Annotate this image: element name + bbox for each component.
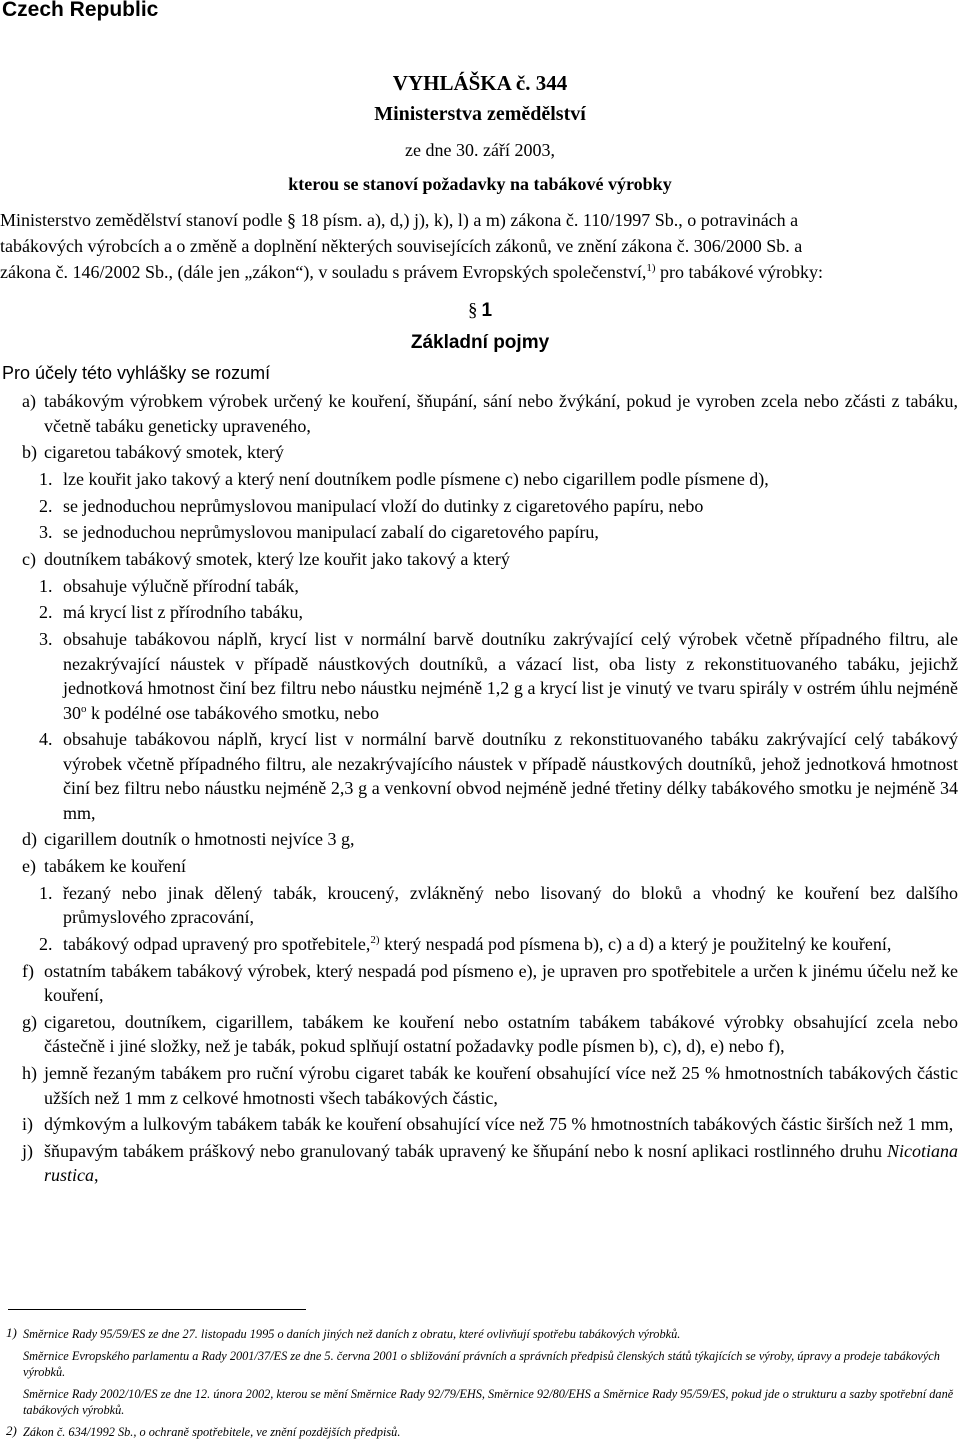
item-text: cigaretou tabákový smotek, který bbox=[44, 442, 284, 463]
footnote-2 bbox=[8, 1424, 956, 1440]
lead-text: Pro účely této vyhlášky se rozumí bbox=[2, 363, 271, 383]
definition-item bbox=[0, 389, 958, 438]
definition-item bbox=[0, 1061, 958, 1110]
item-label: e) bbox=[22, 856, 36, 877]
intro-text: pro tabákové výrobky: bbox=[655, 262, 823, 282]
definition-subitem bbox=[0, 881, 958, 930]
item-text: se jednoduchou neprůmyslovou manipulací vloží do dutinky z cigaretového papíru, nebo bbox=[63, 495, 704, 516]
footnote-ref: 2) bbox=[370, 933, 380, 946]
item-text: cigarillem doutník o hmotnosti nejvíce 3 g, bbox=[44, 829, 355, 850]
footnote-label: 1) bbox=[6, 1325, 17, 1340]
country-header: Czech Republic bbox=[2, 0, 159, 21]
footnote-text: Směrnice Evropského parlamentu a Rady 2001/37/ES ze dne 5. června 2001 o sbližování právních a správních předpisů členských států týkajících se výroby, úpravy a prodeje tabákových výrobků. bbox=[23, 1349, 940, 1379]
item-label: 3. bbox=[39, 629, 53, 649]
item-text: který nespadá pod písmena b), c) a d) a který je použitelný ke kouření, bbox=[379, 933, 892, 954]
decree-date: ze dne 30. září 2003, bbox=[405, 140, 555, 160]
footnote-text: Směrnice Rady 2002/10/ES ze dne 12. února 2002, kterou se mění Směrnice Rady 92/79/EHS, Směrnice 92/80/EHS a Směrnice Rady 95/59/ES, pokud jde o strukturu a sazby spotřební daně tabákových výrobků. bbox=[23, 1387, 954, 1417]
definition-subitem bbox=[0, 494, 958, 519]
intro-text: zákona č. 146/2002 Sb., (dále jen „zákon“), v souladu s právem Evropských společenství, bbox=[0, 262, 647, 282]
item-label: b) bbox=[22, 442, 37, 463]
degree-sign: o bbox=[81, 702, 87, 715]
item-label: c) bbox=[22, 548, 36, 569]
item-label: 1. bbox=[39, 468, 53, 489]
item-label: 1. bbox=[39, 575, 53, 596]
item-label: j) bbox=[22, 1140, 33, 1161]
issuing-ministry: Ministerstva zemědělství bbox=[374, 103, 586, 125]
footnote-1-directive bbox=[8, 1386, 956, 1418]
definition-subitem bbox=[0, 727, 958, 825]
definition-subitem bbox=[0, 932, 958, 957]
item-text: obsahuje tabákovou náplň, krycí list v normální barvě doutníku zakrývající celý výrobek včetně případného filtru, ale nezakrývající náustek v případě náustkových doutníků, a vázací list, oba listy z rekonstituovaného tabáku, jejichž jednotková hmotnost činí bez filtru nebo náustku nejméně 1,2 g a krycí list je vinutý ve tvaru spirály v ostrém úhlu nejméně 30 bbox=[63, 629, 958, 723]
intro-paragraph bbox=[0, 207, 952, 285]
footnote-ref: 1) bbox=[646, 262, 656, 274]
intro-line: tabákových výrobcích a o změně a doplnění některých souvisejících zákonů, ve znění zákona č. 306/2000 Sb. a bbox=[0, 236, 803, 256]
section-number-value: 1 bbox=[481, 300, 493, 321]
item-label: 4. bbox=[39, 729, 53, 750]
item-text: obsahuje tabákovou náplň, krycí list v normální barvě doutníku z rekonstituovaného tabáku zakrývající celý tabákový výrobek včetně případného filtru, ale nezakrývajícího náustek v případě náustkových doutníků, jehož jednotková hmotnost činí bez filtru nebo náustku nejméně 2,3 g a venkovní obvod nejméně jedné třetiny délky tabákového smotku je nejméně 34 mm, bbox=[63, 729, 958, 823]
definitions-list bbox=[0, 389, 958, 1190]
footnote-text: Zákon č. 634/1992 Sb., o ochraně spotřebitele, ve znění pozdějších předpisů. bbox=[23, 1425, 401, 1439]
footnote-1-directive bbox=[8, 1348, 956, 1380]
item-label: f) bbox=[22, 960, 34, 981]
footnote-label: 2) bbox=[6, 1423, 17, 1438]
item-text: doutníkem tabákový smotek, který lze kouřit jako takový a který bbox=[44, 548, 510, 569]
footnote-divider bbox=[8, 1309, 306, 1310]
definition-subitem bbox=[0, 600, 958, 625]
definition-item bbox=[0, 440, 958, 465]
section-title: Základní pojmy bbox=[410, 332, 550, 353]
section-symbol: § bbox=[467, 300, 478, 321]
section-number bbox=[0, 300, 960, 322]
decree-subject: kterou se stanoví požadavky na tabákové výrobky bbox=[288, 174, 672, 194]
footnote-1 bbox=[8, 1326, 956, 1342]
intro-line bbox=[0, 259, 952, 285]
item-text: tabákem ke kouření bbox=[44, 856, 186, 877]
item-text: řezaný nebo jinak dělený tabák, kroucený, zvlákněný nebo lisovaný do bloků a vhodný ke kouření bez dalšího průmyslového zpracování, bbox=[63, 882, 958, 928]
definition-item bbox=[0, 854, 958, 879]
definition-subitem bbox=[0, 627, 958, 725]
item-label: 1. bbox=[39, 882, 53, 903]
definition-item bbox=[0, 959, 958, 1008]
definition-item bbox=[0, 1139, 958, 1188]
item-text: tabákový odpad upravený pro spotřebitele, bbox=[63, 933, 371, 954]
definition-subitem bbox=[0, 574, 958, 599]
item-text: obsahuje výlučně přírodní tabák, bbox=[63, 575, 299, 596]
item-text: , bbox=[94, 1165, 99, 1186]
item-text: šňupavým tabákem práškový nebo granulovaný tabák upravený ke šňupání nebo k nosní aplikaci rostlinného druhu bbox=[44, 1140, 887, 1161]
item-text: jemně řezaným tabákem pro ruční výrobu cigaret tabák ke kouření obsahující více než 25 % hmotnostních tabákových částic užších než 1 mm z celkové hmotnosti všech tabákových částic, bbox=[44, 1063, 958, 1108]
item-text: ostatním tabákem tabákový výrobek, který nespadá pod písmeno e), je upraven pro spotřebitele a určen k jinému účelu než ke kouření, bbox=[44, 960, 958, 1006]
item-text: dýmkovým a lulkovým tabákem tabák ke kouření obsahující více než 75 % hmotnostních tabákových částic širších než 1 mm, bbox=[44, 1114, 954, 1135]
item-label: h) bbox=[22, 1063, 37, 1083]
item-text: se jednoduchou neprůmyslovou manipulací zabalí do cigaretového papíru, bbox=[63, 522, 599, 543]
item-text: cigaretou, doutníkem, cigarillem, tabákem ke kouření nebo ostatním tabákem tabákové výrobky obsahující zcela nebo částečně i jiné složky, než je tabák, pokud splňují ostatní požadavky podle písmen b), c), d), e) nebo f), bbox=[44, 1011, 958, 1057]
item-label: 2. bbox=[39, 602, 53, 623]
definition-subitem bbox=[0, 467, 958, 492]
definition-item bbox=[0, 1112, 958, 1137]
definition-item bbox=[0, 547, 958, 572]
item-label: i) bbox=[22, 1114, 33, 1135]
item-label: 3. bbox=[39, 522, 53, 543]
definition-item bbox=[0, 827, 958, 852]
definition-item bbox=[0, 1010, 958, 1059]
item-label: g) bbox=[22, 1011, 37, 1032]
item-text: tabákovým výrobkem výrobek určený ke kouření, šňupání, sání nebo žvýkání, pokud je vyroben zcela nebo zčásti z tabáku, včetně tabáku geneticky upraveného, bbox=[44, 391, 958, 436]
item-label: d) bbox=[22, 829, 37, 850]
item-text: k podélné ose tabákového smotku, nebo bbox=[86, 702, 379, 723]
species-name: Nicotiana rustica bbox=[44, 1140, 958, 1186]
item-label: 2. bbox=[39, 933, 53, 954]
decree-title: VYHLÁŠKA č. 344 bbox=[392, 71, 568, 95]
intro-line: Ministerstvo zemědělství stanoví podle § 18 písm. a), d,) j), k), l) a m) zákona č. 110/1997 Sb., o potravinách a bbox=[0, 210, 799, 230]
footnotes bbox=[8, 1326, 956, 1446]
footnote-text: Směrnice Rady 95/59/ES ze dne 27. listopadu 1995 o daních jiných než daních z obratu, které ovlivňují spotřebu tabákových výrobků. bbox=[23, 1327, 681, 1341]
item-label: a) bbox=[22, 391, 36, 411]
item-label: 2. bbox=[39, 495, 53, 516]
definition-subitem bbox=[0, 520, 958, 545]
item-text: má krycí list z přírodního tabáku, bbox=[63, 602, 303, 623]
item-text: lze kouřit jako takový a který není doutníkem podle písmene c) nebo cigarillem podle písmene d), bbox=[63, 468, 769, 489]
